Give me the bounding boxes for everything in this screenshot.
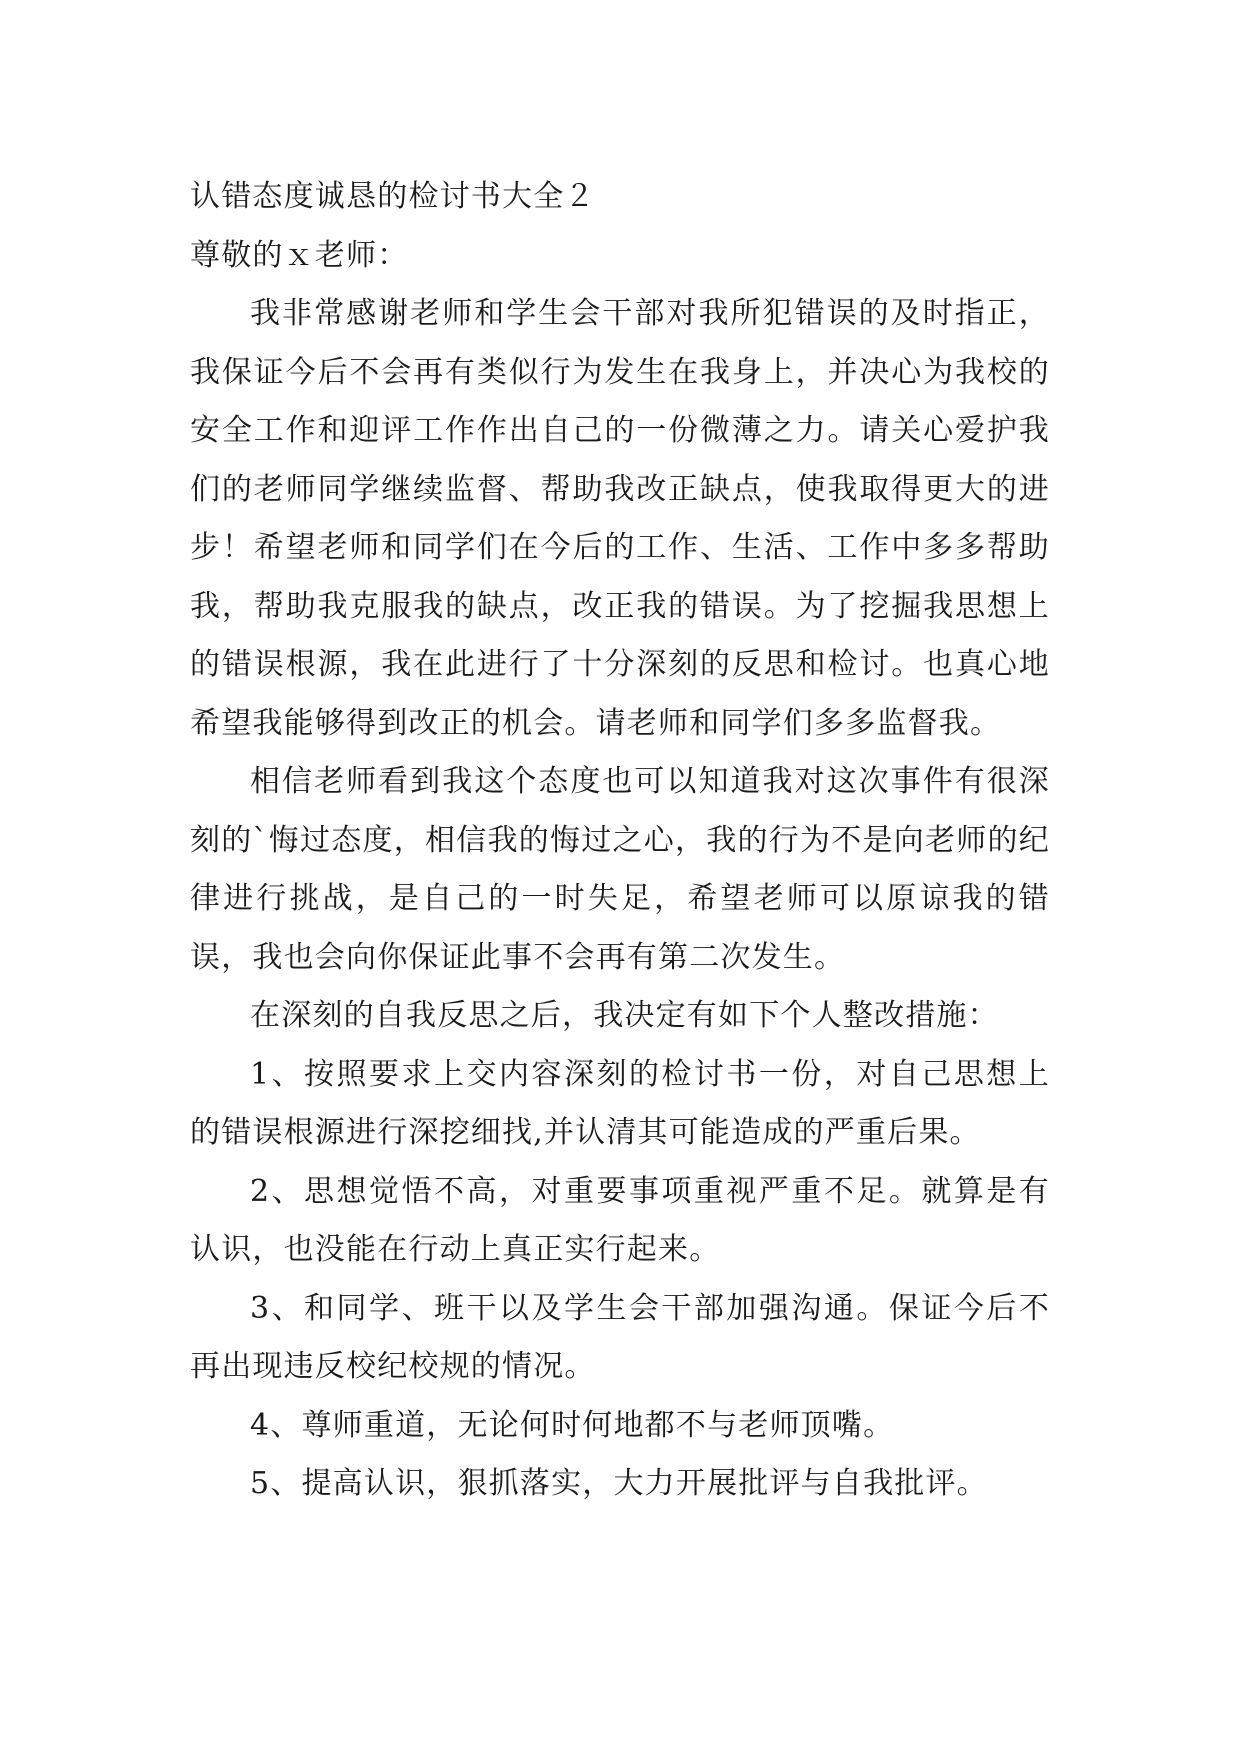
measure-item-4: 4、尊师重道，无论何时何地都不与老师顶嘴。 (250, 1407, 895, 1443)
measure-item-2: 2、思想觉悟不高，对重要事项重视严重不足。就算是有认识，也没能在行动上真正实行起来。 (190, 1173, 1050, 1267)
paragraph-measures-intro: 在深刻的自我反思之后，我决定有如下个人整改措施： (250, 998, 999, 1033)
document-body (190, 168, 1050, 1514)
measure-item-3: 3、和同学、班干以及学生会干部加强沟通。保证今后不再出现违反校纪校规的情况。 (190, 1290, 1050, 1384)
salutation: 尊敬的ｘ老师： (190, 237, 409, 273)
paragraph-gratitude: 我非常感谢老师和学生会干部对我所犯错误的及时指正，我保证今后不会再有类似行为发生在我身上，并决心为我校的安全工作和迎评工作作出自己的一份微薄之力。请关心爱护我们的老师同学继续监督、帮助我改正缺点，使我取得更大的进步！希望老师和同学们在今后的工作、生活、工作中多多帮助我，帮助我克服我的缺点，改正我的错误。为了挖掘我思想上的错误根源，我在此进行了十分深刻的反思和检讨。也真心地希望我能够得到改正的机会。请老师和同学们多多监督我。 (190, 296, 1050, 741)
measure-item-5: 5、提高认识，狠抓落实，大力开展批评与自我批评。 (250, 1466, 988, 1501)
measure-item-1: 1、按照要求上交内容深刻的检讨书一份，对自己思想上的错误根源进行深挖细找,并认清其可能造成的严重后果。 (190, 1056, 1050, 1150)
document-title: 认错态度诚恳的检讨书大全２ (190, 179, 596, 214)
paragraph-repentance: 相信老师看到我这个态度也可以知道我对这次事件有很深刻的`悔过态度，相信我的悔过之心，我的行为不是向老师的纪律进行挑战，是自己的一时失足，希望老师可以原谅我的错误，我也会向你保证此事不会再有第二次发生。 (190, 764, 1050, 975)
